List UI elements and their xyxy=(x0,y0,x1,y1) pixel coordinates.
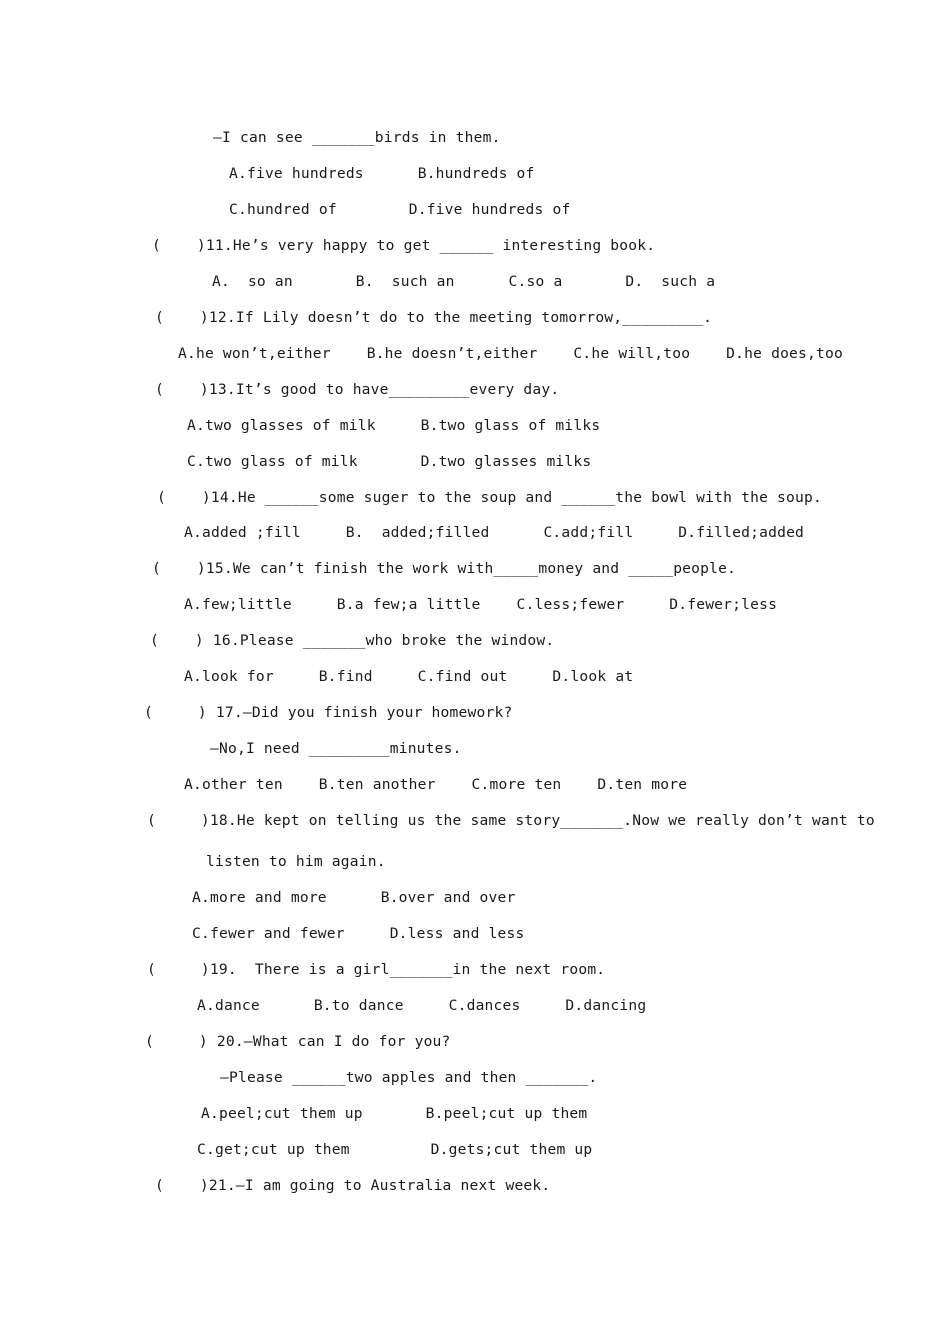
q17-options: A.other ten B.ten another C.more ten D.ten more xyxy=(184,776,688,793)
q10-options-cd: C.hundred of D.five hundreds of xyxy=(229,201,571,218)
q15-options: A.few;little B.a few;a little C.less;fewer D.fewer;less xyxy=(184,596,778,613)
q15-question: ( )15.We can’t finish the work with_____money and _____people. xyxy=(152,560,737,577)
q17-answer-line: —No,I need _________minutes. xyxy=(210,740,462,757)
q14-question: ( )14.He ______some suger to the soup and ______the bowl with the soup. xyxy=(157,489,822,506)
q13-question: ( )13.It’s good to have_________every day. xyxy=(155,381,560,398)
q11-question: ( )11.He’s very happy to get ______ interesting book. xyxy=(152,237,656,254)
q18-question-cont: listen to him again. xyxy=(206,853,386,870)
q11-options: A. so an B. such an C.so a D. such a xyxy=(212,273,716,290)
q16-question: ( ) 16.Please _______who broke the window. xyxy=(150,632,555,649)
q18-question: ( )18.He kept on telling us the same story_______.Now we really don’t want to xyxy=(147,812,875,829)
q20-options-ab: A.peel;cut them up B.peel;cut up them xyxy=(201,1105,588,1122)
q19-options: A.dance B.to dance C.dances D.dancing xyxy=(197,997,647,1014)
q16-options: A.look for B.find C.find out D.look at xyxy=(184,668,634,685)
q13-options-cd: C.two glass of milk D.two glasses milks xyxy=(187,453,592,470)
q18-options-ab: A.more and more B.over and over xyxy=(192,889,516,906)
q21-question: ( )21.—I am going to Australia next week. xyxy=(155,1177,551,1194)
q20-answer-line: —Please ______two apples and then _______. xyxy=(220,1069,598,1086)
q20-question: ( ) 20.—What can I do for you? xyxy=(145,1033,451,1050)
q12-question: ( )12.If Lily doesn’t do to the meeting tomorrow,_________. xyxy=(155,309,713,326)
q13-options-ab: A.two glasses of milk B.two glass of milks xyxy=(187,417,601,434)
q10-options-ab: A.five hundreds B.hundreds of xyxy=(229,165,535,182)
q12-options: A.he won’t,either B.he doesn’t,either C.he will,too D.he does,too xyxy=(178,345,843,362)
q10-answer-line: —I can see _______birds in them. xyxy=(213,129,501,146)
q14-options: A.added ;fill B. added;filled C.add;fill D.filled;added xyxy=(184,524,805,541)
q17-question: ( ) 17.—Did you finish your homework? xyxy=(144,704,513,721)
q18-options-cd: C.fewer and fewer D.less and less xyxy=(192,925,525,942)
q20-options-cd: C.get;cut up them D.gets;cut them up xyxy=(197,1141,593,1158)
q19-question: ( )19. There is a girl_______in the next room. xyxy=(147,961,606,978)
